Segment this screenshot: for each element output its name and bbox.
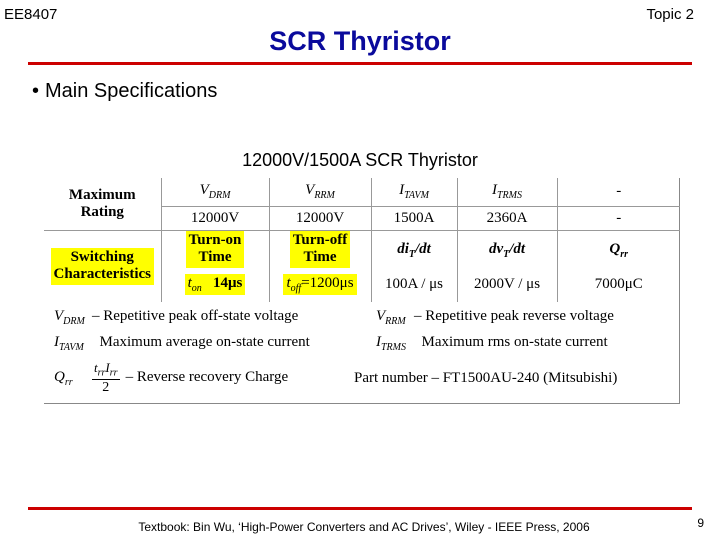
cell-turn-on-time (161, 230, 269, 302)
symbol-tail: /dt (509, 241, 526, 258)
symbol: V (305, 182, 315, 199)
subscript: off (290, 282, 302, 294)
label-line: Switching (70, 249, 134, 265)
di-dt-value: 100A / μs (384, 276, 444, 293)
symbol: I (54, 334, 59, 350)
subscript: on (191, 282, 202, 294)
page-number: 9 (697, 516, 704, 530)
label-line: Turn-off (292, 232, 348, 248)
subscript: RRM (385, 316, 406, 327)
legend-text: – Repetitive peak off-state voltage (92, 308, 299, 324)
qrr-header (558, 231, 681, 267)
dv-dt-value: 2000V / μs (473, 276, 541, 293)
dv-dt-header (458, 231, 557, 267)
symbol: I (105, 360, 110, 375)
symbol: t (94, 360, 98, 375)
subscript: rr (109, 367, 118, 379)
legend-vdrm (54, 308, 298, 327)
cell-di-dt (371, 230, 457, 302)
symbol: t (286, 274, 291, 291)
highlight-turn-off (290, 231, 350, 268)
cell-turn-off-time (269, 230, 371, 302)
course-code: EE8407 (4, 6, 58, 23)
label-maximum-rating (44, 178, 161, 230)
symbol: Q (609, 241, 621, 258)
symbol: I (399, 182, 405, 199)
legend-text: – Reverse recovery Charge (125, 369, 289, 386)
formula-numerator (92, 360, 120, 380)
highlight-ton-value (185, 274, 246, 296)
label-switching-characteristics (44, 230, 161, 302)
subscript: rr (97, 367, 106, 379)
cell-itavm (371, 178, 457, 206)
subscript: DRM (63, 316, 85, 327)
symbol: V (54, 308, 64, 324)
qrr-value: 7000μC (594, 276, 643, 293)
legend-symbol (54, 369, 92, 388)
formula-denominator: 2 (102, 379, 110, 395)
topic-label: Topic 2 (646, 6, 694, 23)
legend-text: Maximum average on-state current (99, 334, 310, 350)
legend-symbol (54, 334, 92, 353)
top-divider (28, 62, 692, 65)
label-line: Time (303, 249, 337, 266)
symbol: dv (488, 241, 504, 258)
subscript: rr (64, 377, 73, 389)
legend-text: – Repetitive peak reverse voltage (414, 308, 614, 324)
cell-empty-1: - (557, 178, 680, 206)
symbol: V (376, 308, 386, 324)
legend-part-number (354, 370, 617, 387)
toff-value: =1200μs (301, 274, 354, 291)
subscript: T (408, 249, 415, 261)
value-itrms: 2360A (457, 206, 557, 230)
legend-symbol (376, 334, 414, 353)
legend-itavm (54, 334, 310, 353)
subscript: T (503, 249, 510, 261)
symbol: t (187, 274, 192, 291)
value-vdrm: 12000V (161, 206, 269, 230)
symbol: Q (54, 369, 65, 386)
bullet-marker: • (32, 80, 40, 102)
symbol: di (397, 241, 409, 258)
legend-text: Maximum rms on-state current (421, 334, 608, 350)
slide-title-text: SCR Thyristor (269, 26, 451, 56)
highlight-turn-on (186, 231, 245, 268)
qrr-formula (92, 360, 120, 396)
value-vrrm: 12000V (269, 206, 371, 230)
footer-text: Textbook: Bin Wu, ‘High-Power Converters and AC Drives’, Wiley - IEEE Press, 2006 (138, 520, 590, 534)
highlight-label (51, 248, 154, 285)
label-line: Maximum (68, 186, 136, 203)
highlight-toff-value (283, 274, 356, 296)
legend-qrr (54, 360, 288, 396)
cell-vrrm (269, 178, 371, 206)
label-line: Characteristics (53, 266, 151, 283)
cell-dv-dt (457, 230, 557, 302)
part-number-text: Part number – FT1500AU-240 (Mitsubishi) (354, 370, 618, 386)
legend-itrms (376, 334, 608, 353)
value-empty: - (557, 206, 680, 230)
spec-table (44, 178, 680, 302)
di-dt-header (372, 231, 457, 267)
legend-symbol (54, 308, 92, 327)
cell-itrms (457, 178, 557, 206)
cell-qrr (557, 230, 680, 302)
table-row-switching (44, 230, 680, 302)
cell-vdrm (161, 178, 269, 206)
subscript: TRMS (381, 342, 406, 353)
bottom-divider (28, 507, 692, 510)
subscript: rr (620, 249, 629, 261)
value-itavm: 1500A (371, 206, 457, 230)
ton-value: 14μs (213, 274, 243, 291)
symbol: V (199, 182, 209, 199)
label-line: Time (198, 249, 232, 266)
label-line: Rating (80, 203, 124, 220)
bullet-item (32, 80, 217, 103)
symbol: I (492, 182, 497, 199)
bullet-text: Main Specifications (45, 80, 218, 102)
subscript: TAVM (404, 190, 429, 202)
legend-symbol (376, 308, 414, 327)
symbol: I (376, 334, 381, 350)
footer-citation (0, 520, 720, 534)
table-title: 12000V/1500A SCR Thyristor (242, 150, 478, 170)
subscript: RRM (314, 190, 335, 202)
subscript: TAVM (59, 342, 84, 353)
subscript: DRM (208, 190, 231, 202)
label-line: Turn-on (188, 232, 242, 248)
symbol-tail: /dt (414, 241, 431, 258)
subscript: TRMS (497, 190, 522, 202)
slide-title (0, 26, 720, 57)
legend-vrrm (376, 308, 614, 327)
table-row-ratings-header (44, 178, 680, 206)
